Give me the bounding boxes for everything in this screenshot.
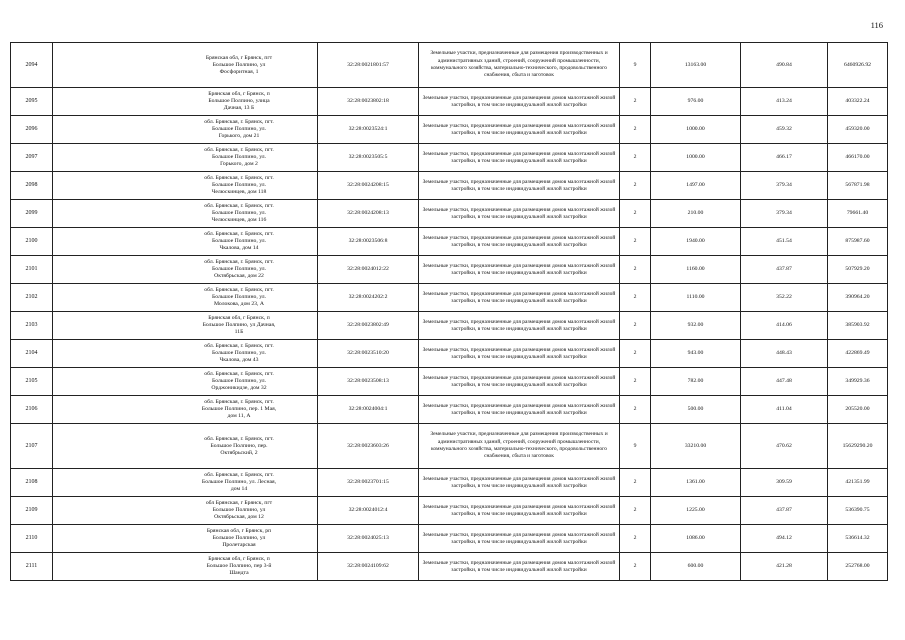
specific-value-cell: 470.62: [741, 424, 828, 469]
table-row: [11, 340, 888, 368]
cadastral-value-cell: 422869.49: [828, 340, 888, 368]
land-use-group-cell: 2: [620, 368, 651, 396]
address-cell: обл. Брянская, г. Брянск, пгт. Большое Полпино, ул. Горького, дом 21: [53, 116, 318, 144]
table-row: [11, 43, 888, 88]
land-use-description-cell: Земельные участки, предназначенные для размещения домов малоэтажной жилой застройки, в том числе индивидуальной жилой застройки: [419, 284, 620, 312]
specific-value-cell: 494.12: [741, 525, 828, 553]
specific-value-cell: 411.04: [741, 396, 828, 424]
table-row: [11, 200, 888, 228]
table-row: [11, 116, 888, 144]
area-cell: 932.00: [651, 312, 741, 340]
land-use-description-cell: Земельные участки, предназначенные для размещения домов малоэтажной жилой застройки, в том числе индивидуальной жилой застройки: [419, 525, 620, 553]
row-number-cell: 2096: [11, 116, 53, 144]
land-use-description-cell: Земельные участки, предназначенные для размещения домов малоэтажной жилой застройки, в том числе индивидуальной жилой застройки: [419, 368, 620, 396]
land-use-group-cell: 2: [620, 88, 651, 116]
address-cell: Брянская обл, г Брянск, пгт Большое Полпино, ул Фосфоритная, 1: [53, 43, 318, 88]
area-cell: 1160.00: [651, 256, 741, 284]
land-use-description-cell: Земельные участки, предназначенные для размещения домов малоэтажной жилой застройки, в том числе индивидуальной жилой застройки: [419, 144, 620, 172]
cadastral-number-cell: 32:28:0023603:26: [318, 424, 419, 469]
address-cell: обл. Брянская, г. Брянск, пгт. Большое Полпино, ул. Молокова, дом 23, А: [53, 284, 318, 312]
cadastral-number-cell: 32:28:0023508:13: [318, 368, 419, 396]
cadastral-value-cell: 385903.92: [828, 312, 888, 340]
land-use-description-cell: Земельные участки, предназначенные для размещения домов малоэтажной жилой застройки, в том числе индивидуальной жилой застройки: [419, 340, 620, 368]
table-row: [11, 172, 888, 200]
table-row: [11, 228, 888, 256]
cadastral-value-cell: 466170.00: [828, 144, 888, 172]
row-number-cell: 2095: [11, 88, 53, 116]
table-row: [11, 497, 888, 525]
land-use-description-cell: Земельные участки, предназначенные для размещения домов малоэтажной жилой застройки, в том числе индивидуальной жилой застройки: [419, 200, 620, 228]
cadastral-value-cell: 536614.32: [828, 525, 888, 553]
area-cell: 33210.00: [651, 424, 741, 469]
land-use-group-cell: 2: [620, 172, 651, 200]
row-number-cell: 2099: [11, 200, 53, 228]
address-cell: Брянская обл, г Брянск, рп Большое Полпино, ул Пролетарская: [53, 525, 318, 553]
row-number-cell: 2102: [11, 284, 53, 312]
cadastral-number-cell: 32:28:0024202:2: [318, 284, 419, 312]
area-cell: 1110.00: [651, 284, 741, 312]
table-row: [11, 469, 888, 497]
specific-value-cell: 379.34: [741, 200, 828, 228]
area-cell: 600.00: [651, 553, 741, 581]
cadastral-value-cell: 567871.98: [828, 172, 888, 200]
specific-value-cell: 437.87: [741, 497, 828, 525]
land-use-description-cell: Земельные участки, предназначенные для размещения домов малоэтажной жилой застройки, в том числе индивидуальной жилой застройки: [419, 116, 620, 144]
row-number-cell: 2101: [11, 256, 53, 284]
table-row: [11, 424, 888, 469]
address-cell: обл. Брянская, г. Брянск, пгт. Большое Полпино, ул. Горького, дом 2: [53, 144, 318, 172]
table-row: [11, 144, 888, 172]
land-use-description-cell: Земельные участки, предназначенные для размещения домов малоэтажной жилой застройки, в том числе индивидуальной жилой застройки: [419, 553, 620, 581]
cadastral-value-cell: 15629290.20: [828, 424, 888, 469]
table-row: [11, 312, 888, 340]
address-cell: обл. Брянская, г. Брянск, пгт. Большое Полпино, пер. 1 Мая, дом 11, А: [53, 396, 318, 424]
cadastral-number-cell: 32:28:0023802:18: [318, 88, 419, 116]
cadastral-number-cell: 32:28:0024025:13: [318, 525, 419, 553]
row-number-cell: 2094: [11, 43, 53, 88]
cadastral-value-cell: 390964.20: [828, 284, 888, 312]
land-use-description-cell: Земельные участки, предназначенные для размещения домов малоэтажной жилой застройки, в том числе индивидуальной жилой застройки: [419, 228, 620, 256]
land-use-group-cell: 9: [620, 424, 651, 469]
specific-value-cell: 309.59: [741, 469, 828, 497]
land-use-group-cell: 2: [620, 497, 651, 525]
row-number-cell: 2109: [11, 497, 53, 525]
specific-value-cell: 448.43: [741, 340, 828, 368]
specific-value-cell: 413.24: [741, 88, 828, 116]
specific-value-cell: 490.84: [741, 43, 828, 88]
cadastral-value-cell: 536390.75: [828, 497, 888, 525]
table-row: [11, 525, 888, 553]
address-cell: обл. Брянская, г. Брянск, пгт. Большое Полпино, ул. Челюскинцев, дом 118: [53, 172, 318, 200]
land-use-description-cell: Земельные участки, предназначенные для размещения домов малоэтажной жилой застройки, в том числе индивидуальной жилой застройки: [419, 172, 620, 200]
row-number-cell: 2104: [11, 340, 53, 368]
area-cell: 1497.00: [651, 172, 741, 200]
cadastral-value-cell: 421351.99: [828, 469, 888, 497]
cadastral-value-cell: 349929.36: [828, 368, 888, 396]
address-cell: обл. Брянская, г. Брянск, пгт. Большое Полпино, ул. Челюскинцев, дом 116: [53, 200, 318, 228]
row-number-cell: 2105: [11, 368, 53, 396]
cadastral-number-cell: 32:28:0024004:1: [318, 396, 419, 424]
row-number-cell: 2111: [11, 553, 53, 581]
land-use-group-cell: 2: [620, 553, 651, 581]
cadastral-number-cell: 32:28:0024109:62: [318, 553, 419, 581]
cadastral-value-cell: 875987.60: [828, 228, 888, 256]
area-cell: 943.00: [651, 340, 741, 368]
table-body: [11, 43, 888, 581]
address-cell: обл. Брянская, г. Брянск, пгт. Большое Полпино, пер. Октябрьский, 2: [53, 424, 318, 469]
cadastral-number-cell: 32:28:0023506:8: [318, 228, 419, 256]
land-use-group-cell: 2: [620, 525, 651, 553]
cadastral-number-cell: 32:28:0024012:4: [318, 497, 419, 525]
land-use-description-cell: Земельные участки, предназначенные для размещения домов малоэтажной жилой застройки, в том числе индивидуальной жилой застройки: [419, 396, 620, 424]
cadastral-value-cell: 507929.20: [828, 256, 888, 284]
land-use-group-cell: 2: [620, 116, 651, 144]
land-use-description-cell: Земельные участки, предназначенные для размещения домов малоэтажной жилой застройки, в том числе индивидуальной жилой застройки: [419, 88, 620, 116]
area-cell: 210.00: [651, 200, 741, 228]
specific-value-cell: 414.06: [741, 312, 828, 340]
area-cell: 500.00: [651, 396, 741, 424]
land-use-description-cell: Земельные участки, предназначенные для размещения домов малоэтажной жилой застройки, в том числе индивидуальной жилой застройки: [419, 497, 620, 525]
area-cell: 976.00: [651, 88, 741, 116]
address-cell: Брянская обл, г Брянск, п Большое Полпино, ул Дачная, 11Б: [53, 312, 318, 340]
land-use-group-cell: 2: [620, 284, 651, 312]
row-number-cell: 2103: [11, 312, 53, 340]
cadastral-value-cell: 252768.00: [828, 553, 888, 581]
land-use-group-cell: 2: [620, 228, 651, 256]
land-use-group-cell: 2: [620, 469, 651, 497]
cadastral-number-cell: 32:28:0023802:49: [318, 312, 419, 340]
land-use-description-cell: Земельные участки, предназначенные для размещения домов малоэтажной жилой застройки, в том числе индивидуальной жилой застройки: [419, 469, 620, 497]
cadastral-number-cell: 32:28:0023510:20: [318, 340, 419, 368]
address-cell: обл. Брянская, г. Брянск, пгт. Большое Полпино, ул. Чкалова, дом 14: [53, 228, 318, 256]
address-cell: обл. Брянская, г. Брянск, пгт. Большое Полпино, ул. Октябрьская, дом 22: [53, 256, 318, 284]
cadastral-number-cell: 32:28:0023701:15: [318, 469, 419, 497]
cadastral-value-table: [10, 42, 888, 581]
cadastral-number-cell: 32:28:0024208:13: [318, 200, 419, 228]
row-number-cell: 2098: [11, 172, 53, 200]
area-cell: 13163.00: [651, 43, 741, 88]
area-cell: 1940.00: [651, 228, 741, 256]
specific-value-cell: 447.48: [741, 368, 828, 396]
address-cell: обл. Брянская, г. Брянск, пгт. Большое Полпино, ул. Чкалова, дом 43: [53, 340, 318, 368]
land-use-group-cell: 2: [620, 144, 651, 172]
land-use-description-cell: Земельные участки, предназначенные для размещения производственных и административных зданий, строений, сооружений промышленности, коммунального хозяйства, материально-технического, продовольственного снабжения, сбыта и заготовок: [419, 43, 620, 88]
specific-value-cell: 466.17: [741, 144, 828, 172]
specific-value-cell: 437.87: [741, 256, 828, 284]
row-number-cell: 2110: [11, 525, 53, 553]
cadastral-value-cell: 403322.24: [828, 88, 888, 116]
land-use-group-cell: 9: [620, 43, 651, 88]
cadastral-number-cell: 32:28:0024208:15: [318, 172, 419, 200]
area-cell: 1086.00: [651, 525, 741, 553]
address-cell: обл Брянская, г Брянск, пгт Большое Полпино, ул Октябрьская, дом 12: [53, 497, 318, 525]
land-use-group-cell: 2: [620, 396, 651, 424]
table-row: [11, 256, 888, 284]
land-use-group-cell: 2: [620, 256, 651, 284]
land-use-group-cell: 2: [620, 312, 651, 340]
land-use-group-cell: 2: [620, 200, 651, 228]
page-number: 116: [870, 20, 883, 30]
land-use-group-cell: 2: [620, 340, 651, 368]
cadastral-number-cell: 32:28:0024012:22: [318, 256, 419, 284]
area-cell: 782.00: [651, 368, 741, 396]
address-cell: обл. Брянская, г. Брянск, пгт. Большое Полпино, ул. Лесная, дом 14: [53, 469, 318, 497]
row-number-cell: 2097: [11, 144, 53, 172]
area-cell: 1000.00: [651, 116, 741, 144]
row-number-cell: 2108: [11, 469, 53, 497]
specific-value-cell: 421.28: [741, 553, 828, 581]
table-row: [11, 553, 888, 581]
table-row: [11, 368, 888, 396]
row-number-cell: 2100: [11, 228, 53, 256]
cadastral-value-cell: 6460926.92: [828, 43, 888, 88]
table-row: [11, 396, 888, 424]
specific-value-cell: 459.32: [741, 116, 828, 144]
specific-value-cell: 451.54: [741, 228, 828, 256]
cadastral-value-cell: 79661.40: [828, 200, 888, 228]
cadastral-value-cell: 459320.00: [828, 116, 888, 144]
cadastral-value-cell: 205520.00: [828, 396, 888, 424]
land-use-description-cell: Земельные участки, предназначенные для размещения домов малоэтажной жилой застройки, в том числе индивидуальной жилой застройки: [419, 312, 620, 340]
land-use-description-cell: Земельные участки, предназначенные для размещения производственных и административных зданий, строений, сооружений промышленности, коммунального хозяйства, материально-технического, продовольственного снабжения, сбыта и заготовок: [419, 424, 620, 469]
cadastral-number-cell: 32:28:0023524:1: [318, 116, 419, 144]
table-row: [11, 88, 888, 116]
row-number-cell: 2107: [11, 424, 53, 469]
table-row: [11, 284, 888, 312]
area-cell: 1361.00: [651, 469, 741, 497]
specific-value-cell: 352.22: [741, 284, 828, 312]
specific-value-cell: 379.34: [741, 172, 828, 200]
land-use-description-cell: Земельные участки, предназначенные для размещения домов малоэтажной жилой застройки, в том числе индивидуальной жилой застройки: [419, 256, 620, 284]
row-number-cell: 2106: [11, 396, 53, 424]
cadastral-number-cell: 32:28:0023505:5: [318, 144, 419, 172]
address-cell: обл. Брянская, г. Брянск, пгт. Большое Полпино, ул. Орджоникидзе, дом 32: [53, 368, 318, 396]
area-cell: 1225.00: [651, 497, 741, 525]
area-cell: 1000.00: [651, 144, 741, 172]
cadastral-number-cell: 32:28:0021801:57: [318, 43, 419, 88]
address-cell: Брянская обл, г Брянск, п Большое Полпино, пер 3-й Шандта: [53, 553, 318, 581]
address-cell: Брянская обл, г Брянск, п Большое Полпино, улица Дачная, 13 Б: [53, 88, 318, 116]
